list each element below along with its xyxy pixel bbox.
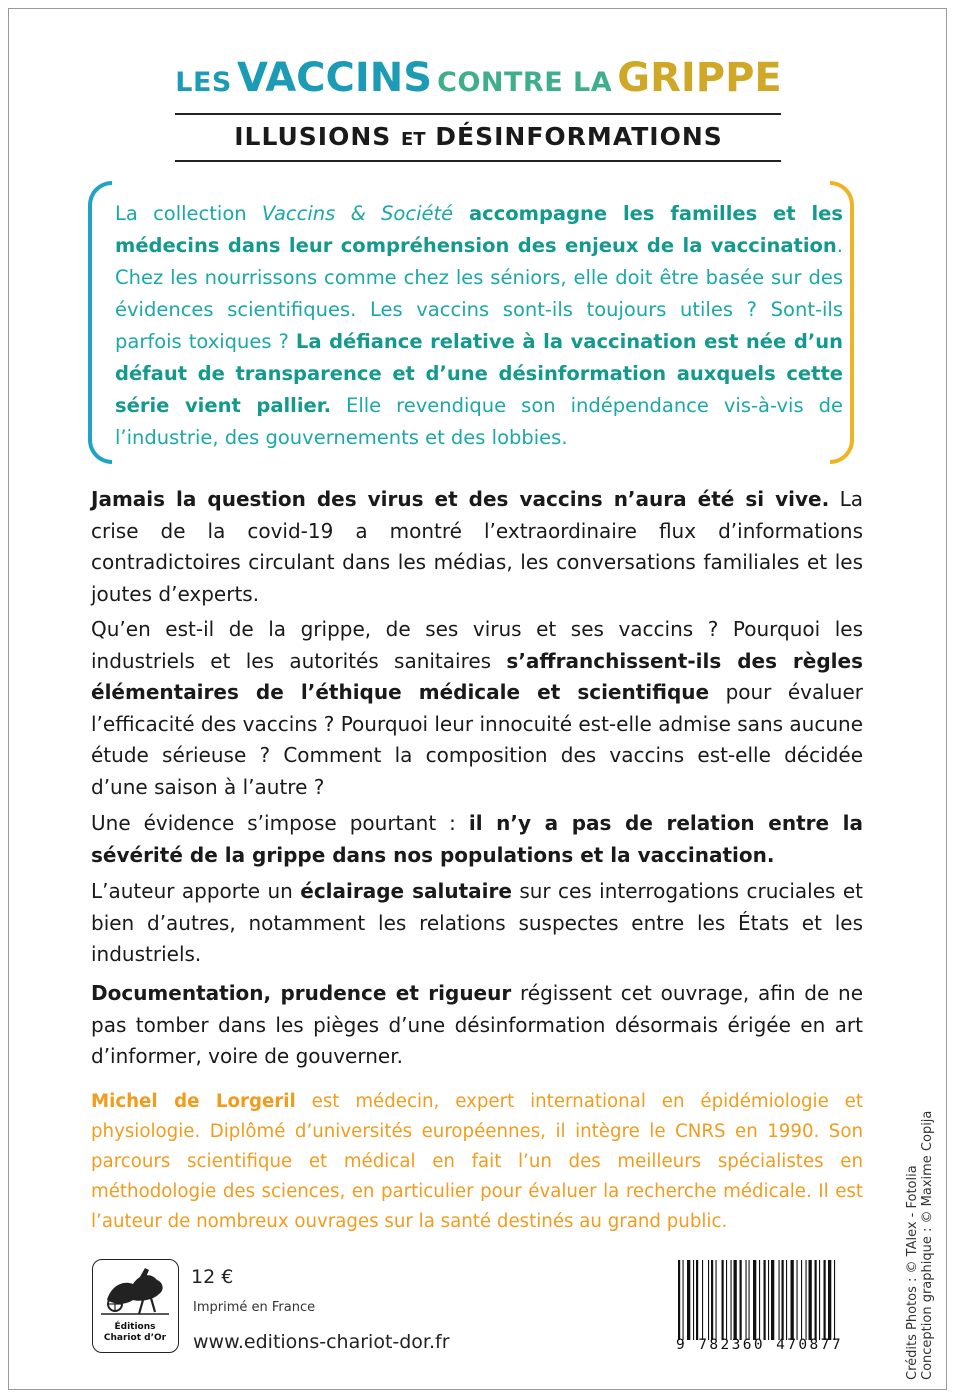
paragraph-5-bold: Documentation, prudence et rigueur xyxy=(91,981,512,1005)
design-credit: Conception graphique : © Maxime Copija xyxy=(920,1110,935,1380)
isbn-number: 9 782360 470877 xyxy=(676,1337,843,1353)
collection-name: Vaccins & Société xyxy=(261,202,454,225)
paragraph-5 xyxy=(91,978,863,1073)
author-bio-text: est médecin, expert international en épidémiologie et physiologie. Diplômé d’universités européennes, il intègre le CNRS en 1990. Son parcours scientifique et médical en fait l’un des meilleurs spécialistes en méthodologie des sciences, en particulier pour évaluer la recherche médicale. Il est l’auteur de nombreux ouvrages sur la santé destinés au grand public. xyxy=(91,1091,863,1232)
subtitle-part-et: ET xyxy=(401,129,426,150)
paragraph-2-text-2: pour évaluer l’efficacité des vaccins ? Pourquoi leur innocuité est-elle admise sans aucune étude sérieuse ? Comment la composition des vaccins est-elle décidée d’une saison à l’autre ? xyxy=(91,680,864,799)
paragraph-3 xyxy=(91,808,863,871)
side-credits xyxy=(905,1111,935,1380)
paragraph-4 xyxy=(91,876,863,971)
paragraph-4-text-1: L’auteur apporte un xyxy=(91,879,301,903)
publisher-url[interactable]: www.editions-chariot-dor.fr xyxy=(193,1331,450,1353)
title-part-grippe: GRIPPE xyxy=(617,55,782,101)
price: 12 € xyxy=(191,1266,234,1288)
logo-line-2: Chariot d’Or xyxy=(103,1333,167,1343)
paragraph-2-bold: s’affranchissent-ils des règles élémentaires de l’éthique médicale et scientifique xyxy=(91,648,863,704)
title-part-contre-la: CONTRE LA xyxy=(437,67,613,98)
title-rule-top xyxy=(175,113,781,115)
paragraph-1 xyxy=(91,484,863,610)
author-name: Michel de Lorgeril xyxy=(91,1091,296,1112)
title-part-vaccins: VACCINS xyxy=(236,55,433,101)
paragraph-2 xyxy=(91,614,863,803)
intro-text-1: La collection xyxy=(115,202,262,225)
paragraph-4-bold: éclairage salutaire xyxy=(300,879,512,903)
subtitle-part-illusions: ILLUSIONS xyxy=(234,122,392,151)
paragraph-5-text: régissent cet ouvrage, afin de ne pas tomber dans les pièges d’une désinformation désormais érigée en art d’informer, voire de gouverner. xyxy=(91,981,863,1068)
barcode-icon xyxy=(676,1260,884,1340)
subtitle-part-desinformations: DÉSINFORMATIONS xyxy=(435,122,723,151)
title-part-les: LES xyxy=(175,67,232,98)
intro-highlight-1: accompagne les familles et les médecins dans leur compréhension des enjeux de la vaccination xyxy=(115,202,843,257)
printed-in: Imprimé en France xyxy=(193,1300,316,1315)
book-subtitle xyxy=(0,122,957,151)
publisher-logo xyxy=(92,1259,179,1353)
paragraph-1-text: La crise de la covid-19 a montré l’extraordinaire flux d’informations contradictoires circulant dans les médias, les conversations familiales et les joutes d’experts. xyxy=(91,487,864,606)
author-bio xyxy=(91,1087,863,1237)
title-rule-bottom xyxy=(175,160,781,162)
left-bracket-decoration xyxy=(88,181,112,464)
photo-credit: Crédits Photos : © TAlex - Fotolia xyxy=(905,1165,920,1380)
intro-text-3: Elle revendique son indépendance vis-à-vis de l’industrie, des gouvernements et des lobbies. xyxy=(115,394,843,449)
paragraph-3-text: Une évidence s’impose pourtant : xyxy=(91,811,469,835)
publisher-logo-text xyxy=(93,1322,177,1344)
paragraph-2-text-1: Qu’en est-il de la grippe, de ses virus et ses vaccins ? Pourquoi les industriels et les autorités sanitaires xyxy=(91,617,863,673)
horse-chariot-logo-icon xyxy=(93,1260,177,1320)
logo-line-1: Éditions xyxy=(114,1322,156,1332)
paragraph-3-bold: il n’y a pas de relation entre la sévérité de la grippe dans nos populations et la vaccination. xyxy=(91,811,863,867)
paragraph-4-text-2: sur ces interrogations cruciales et bien d’autres, notamment les relations suspectes entre les États et les industriels. xyxy=(91,879,864,966)
paragraph-1-bold: Jamais la question des virus et des vaccins n’aura été si vive. xyxy=(91,487,830,511)
intro-highlight-2: La défiance relative à la vaccination est née d’un défaut de transparence et d’une désinformation auxquels cette série vient pallier. xyxy=(115,330,843,417)
book-title xyxy=(0,55,957,101)
collection-intro xyxy=(115,198,843,454)
intro-text-2: . Chez les nourrissons comme chez les séniors, elle doit être basée sur des évidences scientifiques. Les vaccins sont-ils toujours utiles ? Sont-ils parfois toxiques ? xyxy=(115,234,843,353)
